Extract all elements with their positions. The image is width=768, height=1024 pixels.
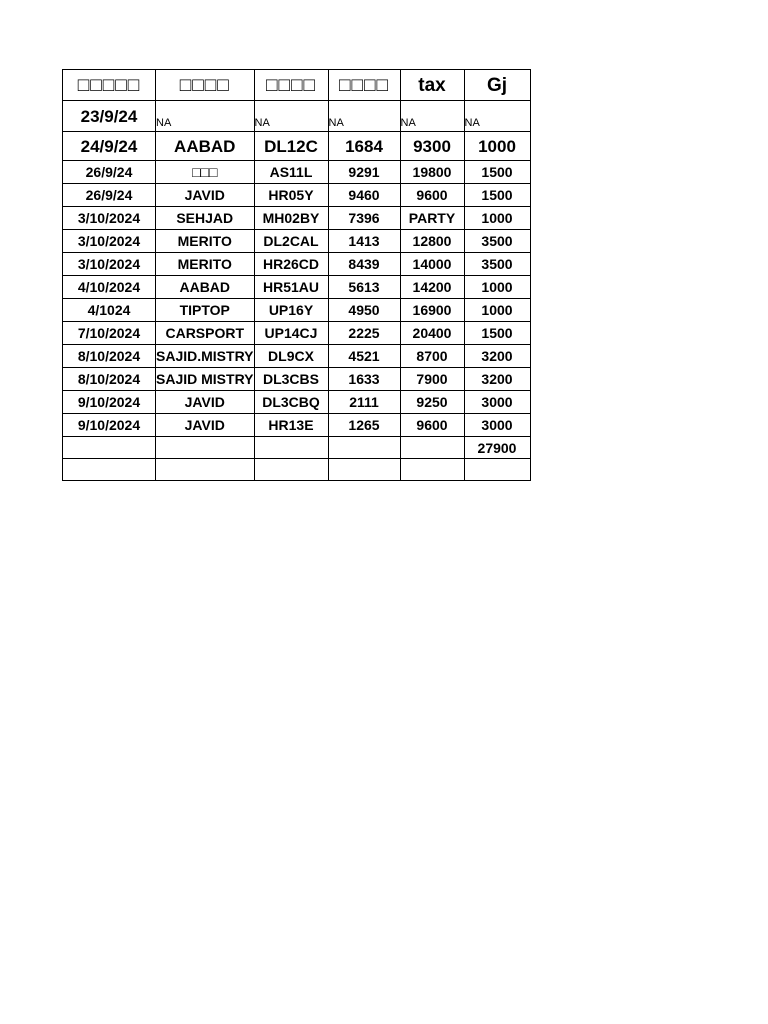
empty-cell — [254, 459, 328, 481]
total-row — [63, 437, 531, 459]
cell-name: MERITO — [156, 253, 255, 276]
na-cell: NA — [328, 101, 400, 132]
header-cell-date: □□□□□ — [63, 70, 156, 101]
cell-number: 8439 — [328, 253, 400, 276]
cell-number: 1413 — [328, 230, 400, 253]
cell-vehicle: AS11L — [254, 161, 328, 184]
table-row — [63, 368, 531, 391]
table-row — [63, 207, 531, 230]
na-row-date: 23/9/24 — [63, 101, 156, 132]
na-cell: NA — [464, 101, 530, 132]
cell-number: 9291 — [328, 161, 400, 184]
cell-tax: 14200 — [400, 276, 464, 299]
cell-number: 4521 — [328, 345, 400, 368]
cell-name: JAVID — [156, 391, 255, 414]
cell-number: 4950 — [328, 299, 400, 322]
cell-name: JAVID — [156, 414, 255, 437]
empty-cell — [63, 437, 156, 459]
header-row — [63, 70, 531, 101]
cell-tax: 9600 — [400, 184, 464, 207]
table-row — [63, 230, 531, 253]
cell-gj: 3500 — [464, 253, 530, 276]
table-row — [63, 414, 531, 437]
table-row — [63, 391, 531, 414]
na-cell: NA — [254, 101, 328, 132]
cell-tax: 12800 — [400, 230, 464, 253]
header-cell-tax: tax — [400, 70, 464, 101]
cell-name: CARSPORT — [156, 322, 255, 345]
cell-date: 9/10/2024 — [63, 391, 156, 414]
cell-date: 4/1024 — [63, 299, 156, 322]
cell-name: AABAD — [156, 132, 255, 161]
cell-tax: 14000 — [400, 253, 464, 276]
cell-number: 2225 — [328, 322, 400, 345]
empty-cell — [400, 459, 464, 481]
empty-cell — [254, 437, 328, 459]
cell-vehicle: MH02BY — [254, 207, 328, 230]
empty-cell — [156, 437, 255, 459]
cell-gj: 1500 — [464, 322, 530, 345]
table-row — [63, 132, 531, 161]
table-row — [63, 322, 531, 345]
table-row — [63, 184, 531, 207]
cell-name: SAJID MISTRY — [156, 368, 255, 391]
cell-vehicle: DL9CX — [254, 345, 328, 368]
cell-number: 5613 — [328, 276, 400, 299]
table-row — [63, 161, 531, 184]
na-cell: NA — [156, 101, 255, 132]
empty-cell — [156, 459, 255, 481]
table-row — [63, 299, 531, 322]
cell-gj: 1000 — [464, 276, 530, 299]
cell-vehicle: HR51AU — [254, 276, 328, 299]
cell-vehicle: HR26CD — [254, 253, 328, 276]
cell-number: 9460 — [328, 184, 400, 207]
empty-row — [63, 459, 531, 481]
cell-date: 4/10/2024 — [63, 276, 156, 299]
table-row — [63, 253, 531, 276]
table-row — [63, 345, 531, 368]
header-cell-name: □□□□ — [156, 70, 255, 101]
cell-tax: 19800 — [400, 161, 464, 184]
cell-vehicle: HR13E — [254, 414, 328, 437]
cell-date: 26/9/24 — [63, 161, 156, 184]
cell-name: □□□ — [156, 161, 255, 184]
cell-gj: 1000 — [464, 299, 530, 322]
cell-vehicle: UP14CJ — [254, 322, 328, 345]
na-row — [63, 101, 531, 132]
cell-tax: 9250 — [400, 391, 464, 414]
ledger-table — [62, 69, 531, 481]
cell-number: 1265 — [328, 414, 400, 437]
table-row — [63, 276, 531, 299]
cell-number: 1633 — [328, 368, 400, 391]
cell-vehicle: DL3CBQ — [254, 391, 328, 414]
cell-vehicle: HR05Y — [254, 184, 328, 207]
cell-date: 3/10/2024 — [63, 230, 156, 253]
cell-date: 26/9/24 — [63, 184, 156, 207]
cell-name: AABAD — [156, 276, 255, 299]
empty-cell — [328, 437, 400, 459]
cell-name: SAJID.MISTRY — [156, 345, 255, 368]
header-cell-gj: Gj — [464, 70, 530, 101]
cell-gj: 1000 — [464, 207, 530, 230]
ledger-body — [63, 70, 531, 481]
cell-date: 7/10/2024 — [63, 322, 156, 345]
header-cell-number: □□□□ — [328, 70, 400, 101]
cell-tax: PARTY — [400, 207, 464, 230]
empty-cell — [63, 459, 156, 481]
cell-tax: 20400 — [400, 322, 464, 345]
cell-date: 24/9/24 — [63, 132, 156, 161]
cell-gj: 1500 — [464, 161, 530, 184]
na-cell: NA — [400, 101, 464, 132]
cell-number: 7396 — [328, 207, 400, 230]
cell-tax: 9300 — [400, 132, 464, 161]
cell-name: JAVID — [156, 184, 255, 207]
cell-date: 3/10/2024 — [63, 253, 156, 276]
cell-gj: 1000 — [464, 132, 530, 161]
header-cell-vehicle: □□□□ — [254, 70, 328, 101]
empty-cell — [328, 459, 400, 481]
cell-tax: 8700 — [400, 345, 464, 368]
cell-number: 2111 — [328, 391, 400, 414]
cell-tax: 7900 — [400, 368, 464, 391]
cell-gj: 3200 — [464, 345, 530, 368]
empty-cell — [400, 437, 464, 459]
total-cell: 27900 — [464, 437, 530, 459]
cell-date: 9/10/2024 — [63, 414, 156, 437]
cell-name: SEHJAD — [156, 207, 255, 230]
empty-cell — [464, 459, 530, 481]
cell-gj: 3000 — [464, 391, 530, 414]
cell-gj: 3200 — [464, 368, 530, 391]
cell-date: 8/10/2024 — [63, 368, 156, 391]
cell-number: 1684 — [328, 132, 400, 161]
cell-vehicle: UP16Y — [254, 299, 328, 322]
cell-gj: 3000 — [464, 414, 530, 437]
cell-tax: 16900 — [400, 299, 464, 322]
cell-date: 3/10/2024 — [63, 207, 156, 230]
cell-vehicle: DL12C — [254, 132, 328, 161]
cell-gj: 1500 — [464, 184, 530, 207]
cell-vehicle: DL2CAL — [254, 230, 328, 253]
cell-name: TIPTOP — [156, 299, 255, 322]
cell-tax: 9600 — [400, 414, 464, 437]
cell-gj: 3500 — [464, 230, 530, 253]
cell-vehicle: DL3CBS — [254, 368, 328, 391]
cell-date: 8/10/2024 — [63, 345, 156, 368]
cell-name: MERITO — [156, 230, 255, 253]
